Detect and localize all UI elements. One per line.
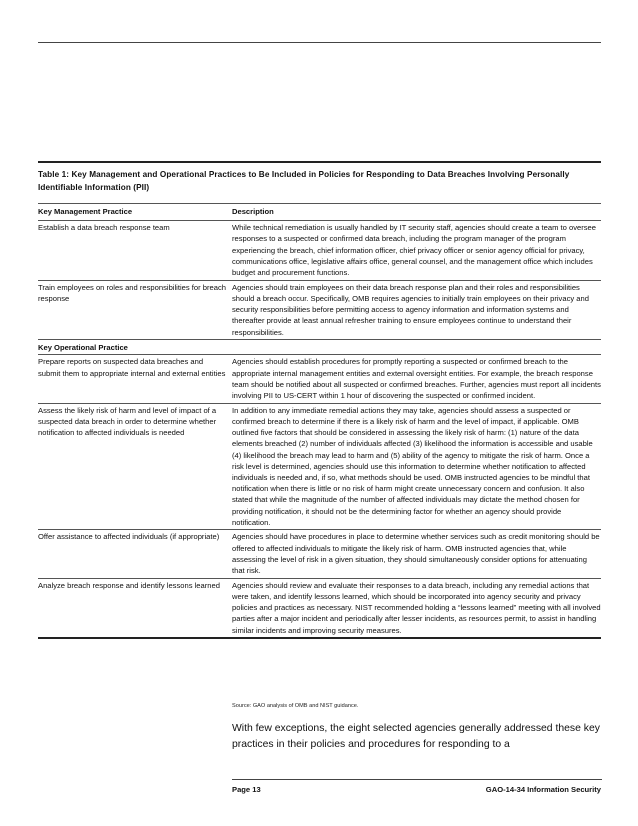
description-cell: Agencies should review and evaluate their responses to a data breach, including any remedial actions that were taken, and identify lessons learned, which should be incorporated into agency security and privacy policies and practices as necessary. NIST recommended holding a “lessons learned” meeting with all involved parties after a major incident and periodically after lesser incidents, as resources permit, to assist in handling similar incidents and improving security measures. [232, 578, 601, 638]
description-cell: Agencies should have procedures in place to determine whether services such as credit monitoring should be offered to affected individuals to mitigate the likely risk of harm. OMB instructed agencies that, while assessing the level of risk in a given situation, they should simultaneously consider options for attenuating that risk. [232, 530, 601, 578]
footer-rule [232, 779, 602, 780]
practice-cell: Analyze breach response and identify lessons learned [38, 578, 232, 638]
description-cell: In addition to any immediate remedial actions they may take, agencies should assess a suspected or confirmed breach to determine if there is a likely risk of harm and the level of impact, if applicable. OMB outlined five factors that should be considered in assessing the likely risk of harm: (1) nature of the data elements breached (2) number of individuals affected (3) likelihood the information is accessible and usable (4) likelihood the breach may lead to harm and (5) ability of the agency to mitigate the risk of harm. Once a risk level is determined, agencies should use this information to determine whether notification to affected individuals is needed and, if so, what methods should be used. OMB instructed agencies to be mindful that notification when there is little or no risk of harm might create unnecessary concern and confusion. It also stated that while the magnitude of the number of affected individuals may dictate the method chosen for providing notification, it should not be the determining factor for whether an agency should provide notification. [232, 403, 601, 530]
table-source-note: Source: GAO analysis of OMB and NIST guidance. [232, 703, 359, 709]
table-caption-block [38, 161, 601, 194]
description-cell: Agencies should train employees on their data breach response plan and their roles and responsibilities should a breach occur. Specifically, OMB requires agencies to initially train employees on their privacy and security responsibilities before permitting access to agency information and information systems and thereafter provide at least annual refresher training to ensure employees continue to understand their responsibilities. [232, 280, 601, 340]
section-row-operational [38, 340, 601, 355]
table-row [38, 280, 601, 340]
header-practice: Key Management Practice [38, 204, 232, 221]
table-header-row [38, 204, 601, 221]
table-caption: Table 1: Key Management and Operational Practices to Be Included in Policies for Responding to Data Breaches Involving Personally Identifiable Information (PII) [38, 170, 570, 192]
section-label: Key Operational Practice [38, 340, 601, 355]
body-paragraph: With few exceptions, the eight selected agencies generally addressed these key practices in their policies and procedures for responding to a [232, 723, 600, 750]
practice-cell: Train employees on roles and responsibilities for breach response [38, 280, 232, 340]
table-row [38, 221, 601, 281]
page-number: Page 13 [232, 785, 261, 794]
top-rule [38, 42, 601, 43]
table-row [38, 578, 601, 638]
description-cell: While technical remediation is usually handled by IT security staff, agencies should create a team to oversee responses to a suspected or confirmed data breach, including the program manager of the program experiencing the breach, chief information officer, chief privacy officer or senior agency official for privacy, communications office, legislative affairs office, general counsel, and the management office which includes budget and procurement functions. [232, 221, 601, 281]
table-row [38, 530, 601, 578]
header-description: Description [232, 204, 601, 221]
practices-table [38, 203, 601, 639]
practice-cell: Assess the likely risk of harm and level of impact of a suspected data breach in order to determine whether notification to affected individuals is needed [38, 403, 232, 530]
report-identifier: GAO-14-34 Information Security [485, 785, 601, 794]
description-cell: Agencies should establish procedures for promptly reporting a suspected or confirmed breach to the appropriate internal management entities and external oversight entities. For example, the breach response team should be notified about all suspected or confirmed breaches. Further, agencies must report all incidents involving PII to US-CERT within 1 hour of discovering the suspected or confirmed incident. [232, 355, 601, 403]
table-row [38, 355, 601, 403]
practice-cell: Establish a data breach response team [38, 221, 232, 281]
practice-cell: Offer assistance to affected individuals (if appropriate) [38, 530, 232, 578]
table-row [38, 403, 601, 530]
practice-cell: Prepare reports on suspected data breaches and submit them to appropriate internal and external entities [38, 355, 232, 403]
